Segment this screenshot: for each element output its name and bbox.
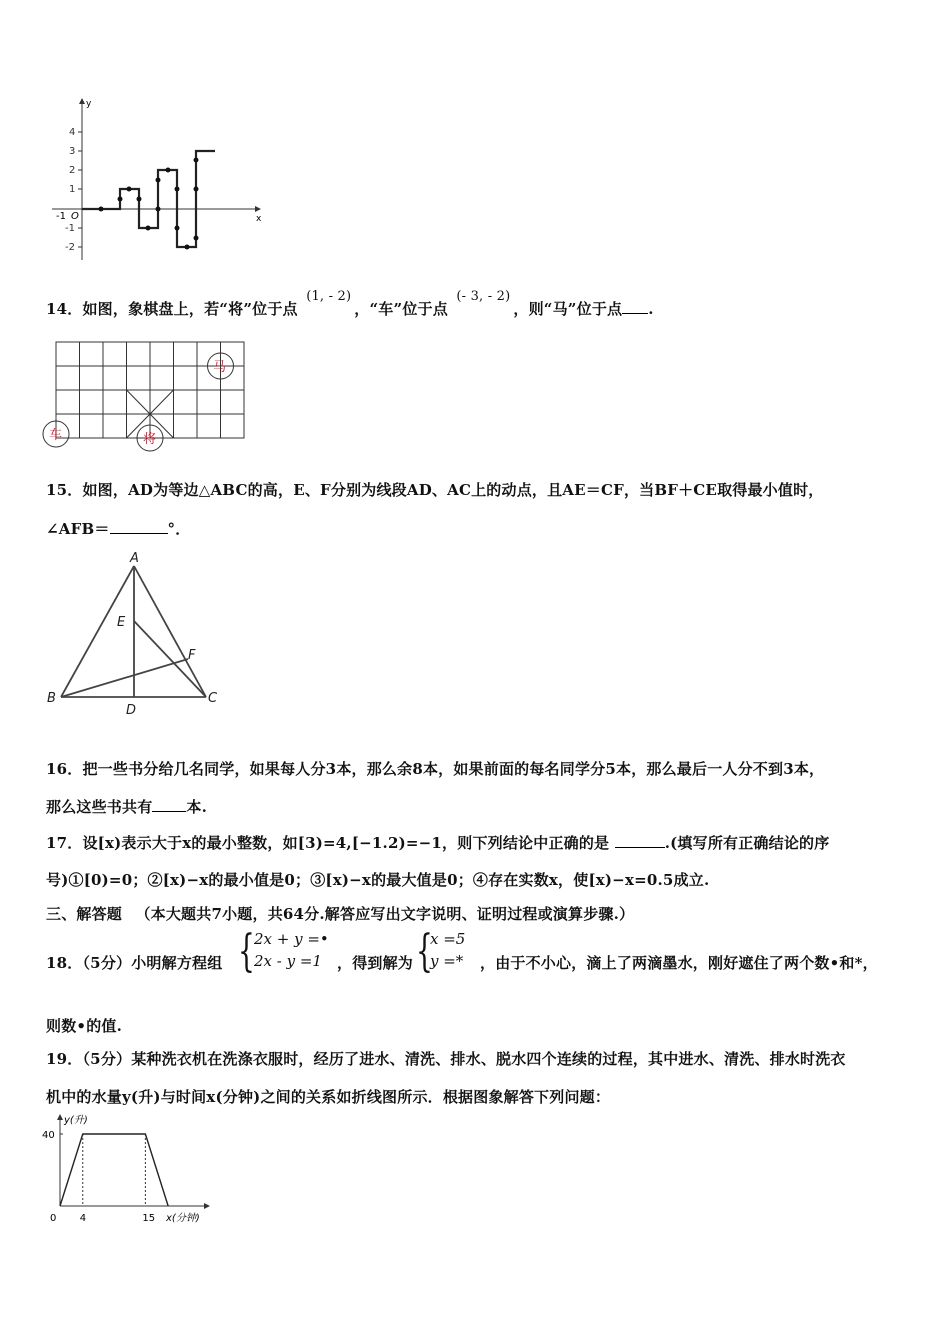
q16-line-1 — [46, 758, 824, 779]
chart-y-tick-label: 40 — [42, 1130, 55, 1141]
q15-angle: ∠AFB＝ — [46, 520, 110, 538]
chart-series-line — [60, 1134, 168, 1206]
chart-y-label: y(升) — [64, 1115, 88, 1126]
q17-text-1b: .(填写所有正确结论的序 — [664, 834, 830, 852]
fig13-x-label: x — [256, 214, 262, 224]
fig13-y-tick: 4 — [69, 127, 76, 138]
q16-number: 16． — [46, 760, 83, 778]
chart-x-tick-label: 4 — [79, 1213, 87, 1224]
q19-text-1: （5分）某种洗衣机在洗涤衣服时，经历了进水、清洗、排水、脱水四个连续的过程，其中进水、清洗、排水时洗衣 — [82, 1050, 846, 1068]
q18-text-c: ，由于不小心，滴上了两滴墨水，刚好遮住了两个数•和*， — [480, 954, 878, 972]
chart-y-arrow — [57, 1114, 63, 1120]
chart-x-label: x(分钟) — [166, 1213, 200, 1224]
q15-label-c: C — [208, 691, 218, 706]
q19-line-1 — [46, 1048, 846, 1069]
fig13-coordinate-figure — [48, 96, 278, 264]
q18-text-a: （5分）小明解方程组 — [82, 954, 223, 972]
section3-title: 三、解答题 — [46, 905, 123, 923]
fig13-y-label: y — [86, 99, 92, 109]
fig13-step-path — [82, 151, 215, 247]
q18-text-b-wrap — [337, 952, 413, 973]
fig13-y-tick: 2 — [69, 165, 76, 176]
q15-label-d: D — [126, 703, 137, 718]
q15-label-a: A — [130, 551, 139, 566]
q18-equation-1: 2x + y =• — [254, 930, 329, 948]
q14-text-b: ，“车”位于点 — [354, 300, 448, 318]
q14-chessboard — [40, 336, 250, 458]
section3-note: （本大题共7小题，共64分.解答应写出文字说明、证明过程或演算步骤.） — [135, 905, 635, 923]
q17-answer-blank[interactable] — [615, 833, 665, 848]
q15-label-e: E — [117, 615, 126, 630]
q14-coord-che: (- 3, - 2) — [456, 289, 511, 304]
q19-text-2: 机中的水量y(升)与时间x(分钟)之间的关系如折线图所示．根据图象解答下列问题： — [46, 1088, 611, 1106]
q17-line-2 — [46, 869, 709, 890]
q18-system-brace: { — [238, 926, 255, 977]
q14-text-c: ，则“马”位于点 — [513, 300, 623, 318]
fig13-y-tick: 3 — [69, 146, 76, 157]
q18-text-2: 则数•的值. — [46, 1017, 123, 1035]
q18-equation-2: 2x - y =1 — [254, 952, 322, 970]
chart-x-arrow — [204, 1203, 210, 1209]
fig13-origin: O — [71, 211, 79, 222]
q19-number: 19． — [46, 1050, 83, 1068]
q16-text-2a: 那么这些书共有 — [46, 798, 153, 816]
q14-piece-ma: 马 — [213, 360, 227, 375]
q14-coord-jiang: (1, - 2) — [306, 289, 352, 304]
q19-water-chart — [40, 1112, 220, 1228]
q14-piece-che: 车 — [49, 428, 63, 443]
q18-line-1 — [46, 952, 222, 973]
q14-answer-blank[interactable] — [622, 299, 648, 314]
q14-number: 14． — [46, 300, 83, 318]
fig13-y-tick: -1 — [65, 223, 75, 234]
q18-solution-system — [430, 928, 465, 972]
q15-degree: °． — [167, 520, 191, 538]
q15-label-b: B — [47, 691, 56, 706]
q18-number: 18． — [46, 954, 83, 972]
q17-line-1 — [46, 832, 829, 853]
q18-line-2 — [46, 1015, 122, 1036]
q18-solution-1: x =5 — [430, 930, 466, 948]
q18-solution-2: y =* — [430, 952, 464, 970]
q18-solution-brace: { — [416, 926, 433, 977]
q15-label-f: F — [188, 648, 196, 663]
q17-text-1a: 设[x)表示大于x的最小整数，如[3)=4,[−1.2)=−1，则下列结论中正确的是 — [82, 834, 610, 852]
q16-answer-blank[interactable] — [152, 797, 186, 812]
q16-text: 把一些书分给几名同学，如果每人分3本，那么余8本，如果前面的每名同学分5本，那么最后一人分不到3本， — [82, 760, 825, 778]
q18-text-b: ，得到解为 — [337, 954, 414, 972]
q18-text-c-wrap — [480, 952, 878, 973]
q18-equation-system — [254, 928, 329, 972]
q19-line-2 — [46, 1086, 610, 1107]
chart-x-tick-label: 15 — [142, 1213, 156, 1224]
q17-number: 17． — [46, 834, 83, 852]
q15-answer-blank[interactable] — [110, 519, 168, 534]
q16-text-2b: 本. — [186, 798, 208, 816]
fig13-x-tick-neg: -1 — [56, 211, 66, 222]
fig13-y-tick: -2 — [65, 242, 75, 253]
q14-line — [46, 289, 654, 319]
q15-triangle-figure — [40, 546, 240, 718]
chart-x-tick-label: 0 — [50, 1213, 57, 1224]
q14-piece-jiang: 将 — [143, 432, 157, 447]
q14-text-a: 如图，象棋盘上，若“将”位于点 — [82, 300, 298, 318]
q15-line-1 — [46, 479, 823, 500]
q15-line-2 — [46, 518, 190, 539]
q15-text: 如图，AD为等边△ABC的高，E、F分别为线段AD、AC上的动点，且AE＝CF，当BF＋CE取得最小值时， — [82, 481, 824, 499]
section3-heading — [46, 903, 634, 924]
fig13-y-tick: 1 — [69, 184, 76, 195]
q17-text-2: 号)①[0)=0；②[x)−x的最小值是0；③[x)−x的最大值是0；④存在实数x，使[x)−x=0.5成立. — [46, 871, 710, 889]
q14-text-d: . — [648, 300, 654, 318]
q15-number: 15． — [46, 481, 83, 499]
q16-line-2 — [46, 796, 207, 817]
